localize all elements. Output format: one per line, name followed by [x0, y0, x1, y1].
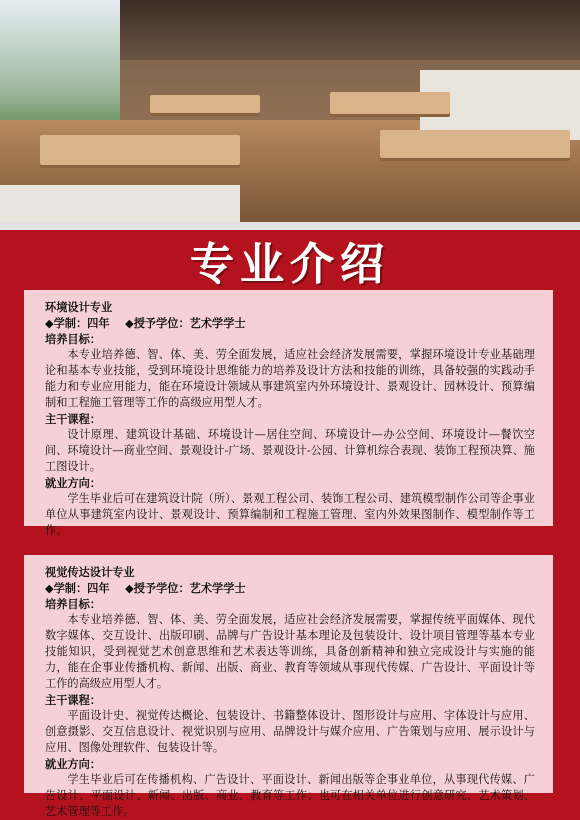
- goal-heading: 培养目标：: [45, 597, 101, 611]
- restaurant-photo: [0, 0, 580, 222]
- courses-text: 设计原理、建筑设计基础、环境设计—居住空间、环境设计—办公空间、环境设计—餐饮空间、环境设计—商业空间、景观设计-广场、景观设计-公园、计算机综合表现、装饰工程预决算、施工图设计。: [45, 428, 535, 473]
- goal-heading: 培养目标：: [45, 332, 101, 346]
- degree: ◆授予学位：艺术学学士: [125, 316, 246, 330]
- degree: ◆授予学位：艺术学学士: [125, 581, 246, 595]
- career-heading: 就业方向：: [45, 476, 101, 490]
- goal-text: 本专业培养德、智、体、美、劳全面发展，适应社会经济发展需要，掌握环境设计专业基础理论和基本专业技能，受到环境设计思维能力的培养及设计方法和技能的训练，具备较强的实践动手能力和专业应用能力，能在环境设计领域从事建筑室内外环境设计、景观设计、园林设计、预算编制和工程施工管理等工作的高级应用型人才。: [45, 348, 535, 409]
- courses-heading: 主干课程：: [45, 693, 101, 707]
- career-text: 学生毕业后可在传播机构、广告设计、平面设计、新闻出版等企事业单位，从事现代传媒、广告设计、平面设计、新闻、出版、商业、教育等工作；也可在相关单位进行创意研究、艺术策划、艺术管理等工作。: [45, 773, 535, 818]
- duration: ◆学制：四年: [45, 316, 110, 330]
- dining-table: [150, 95, 260, 113]
- page-title: 专业介绍: [190, 239, 390, 290]
- goal-text: 本专业培养德、智、体、美、劳全面发展，适应社会经济发展需要，掌握传统平面媒体、现代数字媒体、交互设计、出版印刷、品牌与广告设计基本理论及包装设计、设计项目管理等基本专业技能知识，受到视觉艺术创意思维和艺术表达等训练，具备创新精神和独立完成设计与实施的能力，能在企事业传播机构、新闻、出版、商业、教育等领域从事现代传媒、广告设计、平面设计等工作的高级应用型人才。: [45, 613, 535, 690]
- career-text: 学生毕业后可在建筑设计院（所）、景观工程公司、装饰工程公司、建筑模型制作公司等企事业单位从事建筑室内设计、景观设计、预算编制和工程施工管理、室内外效果图制作、模型制作等工作。: [45, 492, 535, 537]
- dining-table: [330, 92, 450, 114]
- major-name: 视觉传达设计专业: [45, 565, 135, 579]
- major-name: 环境设计专业: [45, 300, 113, 314]
- dining-table: [380, 130, 570, 158]
- major-card: [24, 290, 553, 537]
- duration: ◆学制：四年: [45, 581, 110, 595]
- dining-table: [40, 135, 240, 165]
- major-card: [24, 555, 553, 818]
- career-heading: 就业方向：: [45, 757, 101, 771]
- major-meta: [45, 580, 535, 596]
- ceiling: [120, 0, 580, 60]
- courses-text: 平面设计史、视觉传达概论、包装设计、书籍整体设计、图形设计与应用、字体设计与应用、创意摄影、交互信息设计、视觉识别与应用、品牌设计与媒介应用、广告策划与应用、展示设计与应用、图像处理软件、包装设计等。: [45, 709, 535, 754]
- sofa: [0, 185, 240, 222]
- major-meta: [45, 315, 535, 331]
- courses-heading: 主干课程：: [45, 412, 101, 426]
